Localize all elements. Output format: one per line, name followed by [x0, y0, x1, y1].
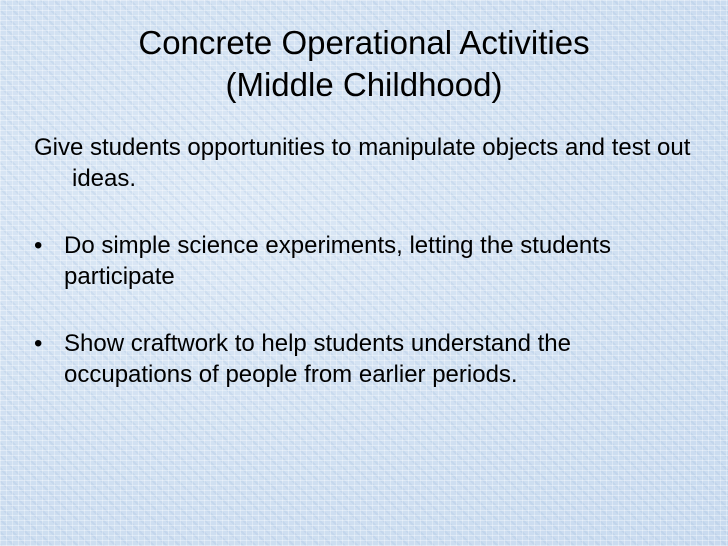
slide-title-line-2: (Middle Childhood) [225, 66, 503, 103]
intro-text: Give students opportunities to manipulate objects and test out ideas. [34, 134, 691, 192]
slide-title [0, 22, 728, 106]
bullet-icon: • [34, 232, 43, 259]
intro-paragraph [34, 132, 694, 194]
bullet-item [34, 328, 694, 390]
slide-title-line-1: Concrete Operational Activities [138, 24, 590, 61]
bullet-icon: • [34, 330, 43, 357]
bullet-text: Do simple science experiments, letting the students participate [64, 232, 611, 290]
slide-body [34, 132, 694, 390]
bullet-item [34, 230, 694, 292]
bullet-text: Show craftwork to help students understand the occupations of people from earlier periods. [64, 330, 571, 388]
